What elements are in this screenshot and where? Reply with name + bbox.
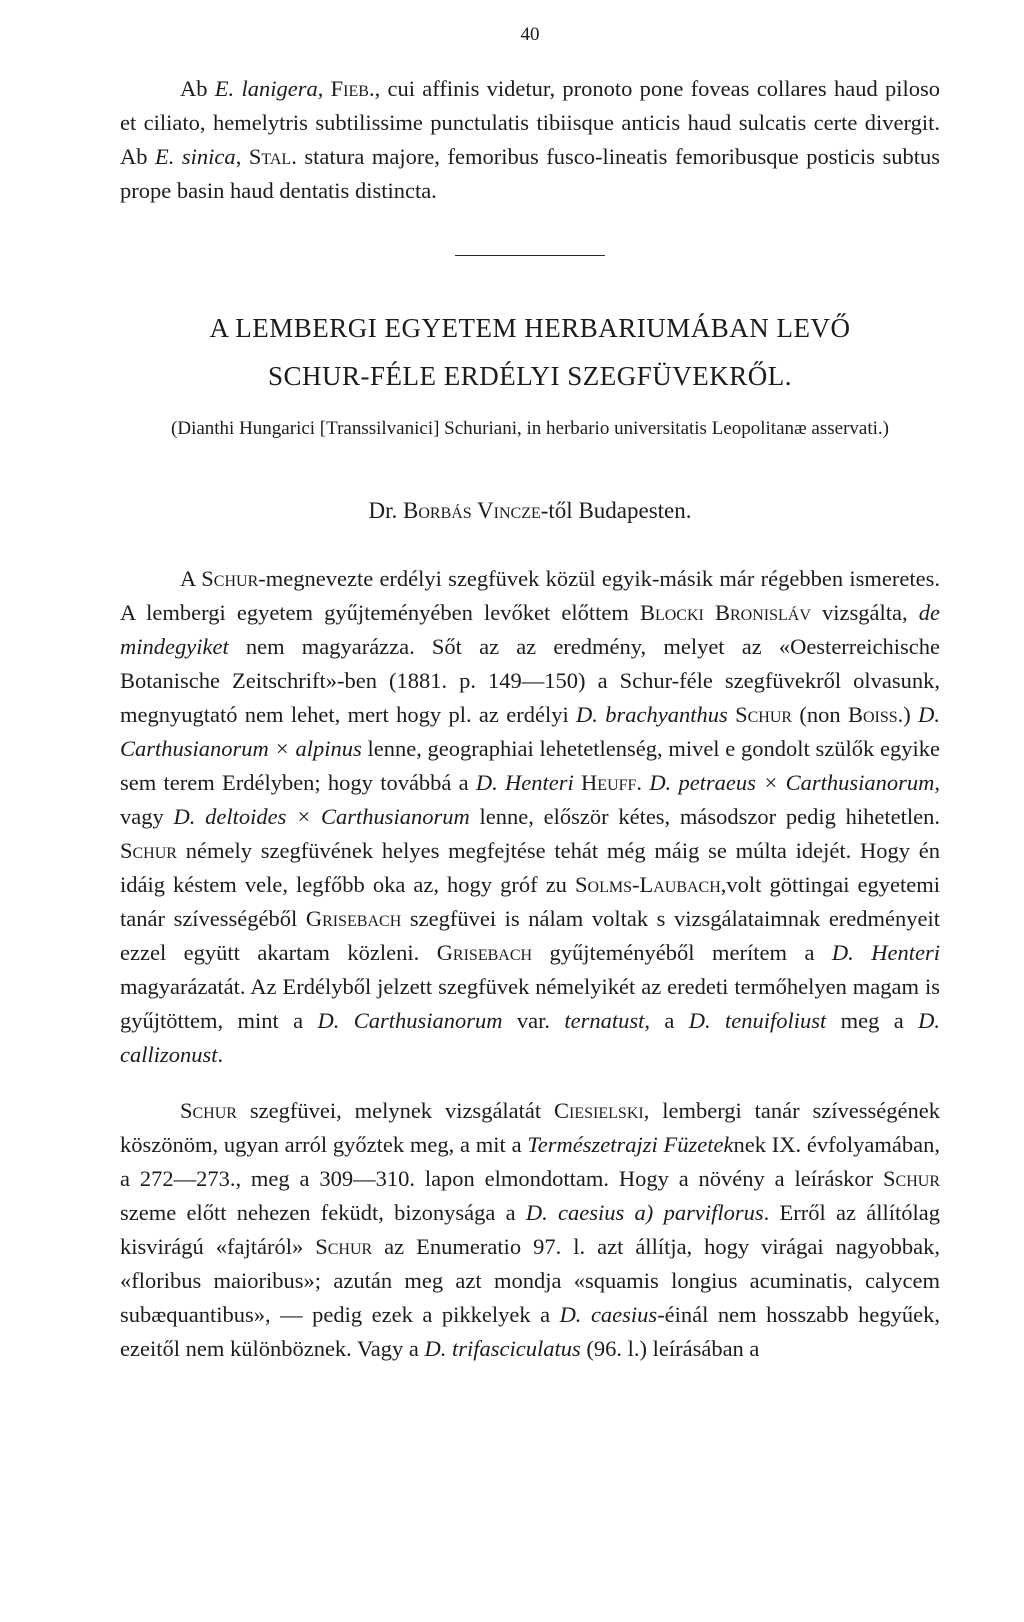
text-span: .: [636, 770, 650, 795]
text-span: var.: [502, 1008, 565, 1033]
text-span: . statura majore, femoribus fusco-lineatis femoribusque posticis subtus prope basin haud dentatis distincta.: [120, 144, 941, 203]
species-name: D. caesius: [559, 1302, 658, 1327]
emphasis: de mindegyiket: [120, 600, 940, 659]
text-span: nem magyarázza. Sőt az az eredmény, melyet az «Oesterreichische Botanische Zeitschrift»-ben (1881. p. 149—150) a Schur-féle szegfüvekről olvasunk, megnyugtató nem lehet, mert hogy pl. az erdélyi: [120, 634, 940, 727]
author-line: [120, 494, 940, 528]
body-paragraph-2: [120, 1094, 940, 1366]
text-span: -megnevezte erdélyi szegfüvek közül egyik-másik már régebben ismeretes. A lembergi egyetem gyűjteményében levőket előttem: [120, 566, 940, 625]
author-name: Schur: [201, 566, 259, 591]
species-name: D. Henteri: [475, 770, 574, 795]
text-span: (96. l.) leírásában a: [580, 1336, 760, 1361]
text-span: [728, 702, 735, 727]
author-name: Ciesielski: [554, 1098, 644, 1123]
species-name: D. tenuifoliust: [688, 1008, 827, 1033]
species-name: D. Henteri: [831, 940, 941, 965]
author-name: Grisebach: [436, 940, 533, 965]
text-span: meg a: [826, 1008, 919, 1033]
species-name: D. Carthusianorum × alpinus: [120, 702, 940, 761]
text-span: az Enumeratio 97. l. azt állítja, hogy virágai nagyobbak, «floribus maioribus»; azután meg azt mondja «squamis longius acuminatis, calycem subæquantibus», — pedig ezek a pikkelyek a: [120, 1234, 940, 1327]
article-title-line-2: SCHUR-FÉLE ERDÉLYI SZEGFÜVEKRŐL.: [267, 361, 793, 391]
text-span: Dr.: [368, 498, 403, 523]
text-span: -éinál nem hosszabb hegyűek, ezeitől nem különböznek. Vagy a: [120, 1302, 940, 1361]
author-name: Blocki Bronisláv: [639, 600, 811, 625]
text-span: .): [897, 702, 919, 727]
author-name: Heuff: [581, 770, 637, 795]
text-span: -től Budapesten.: [540, 498, 692, 523]
text-span: .: [217, 1042, 224, 1067]
author-name: Schur: [120, 838, 177, 863]
species-name: E. sinica: [155, 144, 236, 169]
text-span: ,: [317, 76, 331, 101]
author-name: Stal: [248, 144, 292, 169]
author-name: Grisebach: [305, 906, 402, 931]
text-span: (non: [792, 702, 848, 727]
author-name: Schur: [315, 1234, 373, 1259]
article-subtitle: (Dianthi Hungarici [Transsilvanici] Schuriani, in herbario universitatis Leopolitanæ asservati.): [171, 418, 889, 439]
species-name: D. caesius a) parviflorus: [525, 1200, 764, 1225]
text-span: ., cui affinis videtur, pronoto pone foveas collares haud piloso et ciliato, hemelytris subtilissime punctulatis tibiisque anticis haud sulcatis certe divergit. Ab: [120, 76, 941, 169]
text-span: gyűjteményéből merítem a: [532, 940, 832, 965]
author-name: Schur: [883, 1166, 940, 1191]
text-span: némely szegfüvének helyes megfejtése tehát még máig se múlta idejét. Hogy én idáig késtem vele, legfőbb oka az, hogy gróf zu: [120, 838, 940, 897]
section-divider: [455, 255, 605, 256]
species-name: D. callizonust: [120, 1008, 940, 1067]
page-number: 40: [520, 24, 540, 45]
author-name: Borbás Vincze: [403, 498, 541, 523]
text-span: ,volt göttingai egyetemi tanár szívességéből: [120, 872, 940, 931]
species-name: D. petraeus × Carthusianorum: [649, 770, 935, 795]
text-span: ,: [235, 144, 249, 169]
text-span: Ab: [180, 76, 215, 101]
species-name: D. Carthusianorum: [317, 1008, 503, 1033]
text-span: nek IX. évfolyamában, a 272—273., meg a 309—310. lapon elmondottam. Hogy a növény a leíráskor: [120, 1132, 940, 1191]
species-name: D. deltoides × Carthusianorum: [173, 804, 470, 829]
author-name: Fieb: [330, 76, 369, 101]
author-name: Schur: [180, 1098, 237, 1123]
author-name: Solms-Laubach: [575, 872, 721, 897]
author-name: Schur: [735, 702, 793, 727]
body-paragraph-1: [120, 562, 940, 1072]
text-span: , vagy: [120, 770, 941, 829]
article-title-line-1: A LEMBERGI EGYETEM HERBARIUMÁBAN LEVŐ: [209, 313, 851, 343]
species-name: E. lanigera: [214, 76, 318, 101]
text-span: lenne, először kétes, másodszor pedig hihetetlen.: [469, 804, 940, 829]
text-span: vizsgálta,: [810, 600, 919, 625]
page: [120, 0, 940, 1622]
text-span: A: [180, 566, 202, 591]
species-name: D. brachyanthus: [576, 702, 728, 727]
species-name: D. trifasciculatus: [424, 1336, 581, 1361]
species-name: ternatust: [564, 1008, 645, 1033]
text-span: lenne, geographiai lehetetlenség, mivel e gondolt szülők egyike sem terem Erdélyben; hogy továbbá a: [120, 736, 941, 795]
text-span: , a: [644, 1008, 689, 1033]
text-span: magyarázatát. Az Erdélyből jelzett szegfüvek némelyikét az eredeti termőhelyen magam is gyűjtöttem, mint a: [120, 974, 940, 1033]
text-span: , lembergi tanár szívességének köszönöm, ugyan arról győztek meg, a mit a: [120, 1098, 940, 1157]
text-span: szeme előtt nehezen feküdt, bizonysága a: [120, 1200, 526, 1225]
text-span: [574, 770, 581, 795]
text-span: szegfüvei is nálam voltak s vizsgálataimnak eredményeit ezzel együtt akartam közleni.: [120, 906, 941, 965]
author-name: Boiss: [847, 702, 898, 727]
text-span: . Erről az állítólag kisvirágú «fajtáról»: [120, 1200, 940, 1259]
journal-title: Természetrajzi Füzetek: [527, 1132, 734, 1157]
intro-paragraph: [120, 72, 940, 208]
text-span: szegfüvei, melynek vizsgálatát: [236, 1098, 555, 1123]
